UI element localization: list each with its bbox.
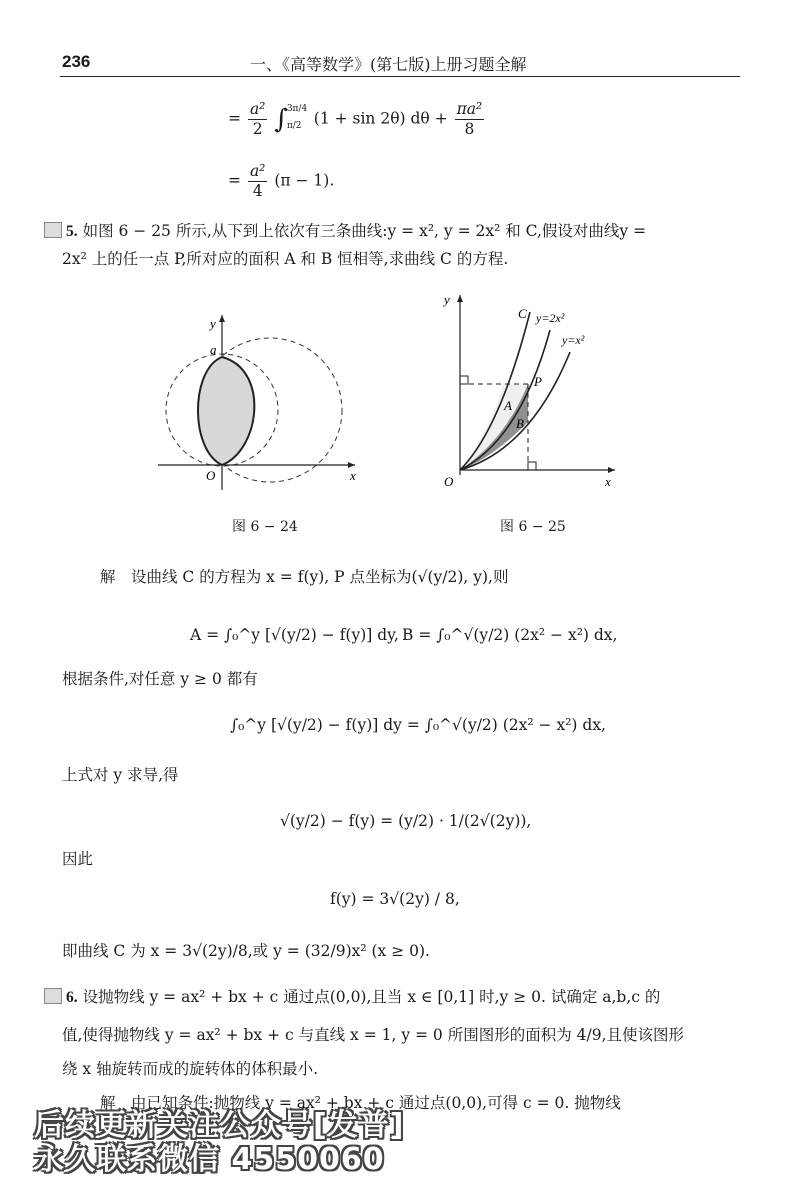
watermark-line-1: 后续更新关注公众号[发普]	[34, 1108, 405, 1143]
fig24-label-origin: O	[206, 468, 216, 483]
watermark-line-2: 永久联系微信 4550060	[34, 1142, 385, 1177]
equation-derivative: √(y/2) − f(y) = (y/2) · 1/(2√(2y)),	[280, 812, 532, 830]
running-header-title: 一、《高等数学》(第七版)上册习题全解	[250, 55, 527, 74]
equation-line-2: = $\frac{\text{a²}}{4}$ (π − 1).	[228, 162, 335, 200]
result-line: 即曲线 C 为 x = 3√(2y)/8,或 y = (32/9)x² (x ≥ 0).	[62, 942, 430, 960]
fig25-right-angle-bottom	[528, 462, 536, 470]
equation-A: A = ∫₀^y [√(y/2) − f(y)] dy,	[190, 626, 399, 644]
problem-6-line-2: 值,使得抛物线 y = ax² + bx + c 与直线 x = 1, y = 0 所围图形的面积为 4/9,且使该图形	[62, 1026, 685, 1044]
condition-line: 根据条件,对任意 y ≥ 0 都有	[62, 670, 258, 688]
fig25-label-b: B	[516, 416, 524, 431]
problem-5-line-1: 5. 如图 6 − 25 所示,从下到上依次有三条曲线:y = x², y = 2x² 和 C,假设对曲线y =	[44, 220, 646, 243]
figure-6-24-caption: 图 6 − 24	[232, 519, 298, 535]
fig25-right-angle-top	[460, 376, 468, 384]
fig25-label-y: y	[444, 292, 450, 307]
fig25-label-c: C	[518, 306, 527, 321]
fig24-label-x: x	[350, 468, 356, 483]
fig25-label-p: P	[534, 374, 542, 389]
fig25-y-arrow	[457, 295, 463, 302]
problem-6-line-4: 解 由已知条件:抛物线 y = ax² + bx + c 通过点(0,0),可得 c = 0. 抛物线	[100, 1094, 621, 1112]
fig25-label-y2x2: y=2x²	[536, 311, 565, 325]
figure-6-25-caption: 图 6 − 25	[500, 519, 566, 535]
equation-f: f(y) = 3√(2y) / 8,	[330, 890, 460, 908]
fig25-x-arrow	[608, 467, 615, 473]
fig25-label-origin: O	[444, 474, 454, 489]
solution-5-intro: 解 设曲线 C 的方程为 x = f(y), P 点坐标为(√(y/2), y),则	[100, 568, 509, 586]
derivative-line: 上式对 y 求导,得	[62, 766, 179, 784]
fig24-y-arrow	[219, 315, 225, 322]
magnifier-icon	[44, 222, 62, 238]
hence-line: 因此	[62, 850, 94, 868]
equation-line-1: = $\frac{\text{a²}}{2}$ ∫ 3π/4 π/2 (1 + sin 2θ) dθ + $\frac{\text{πa²}}{8}$	[228, 100, 483, 138]
problem-5-line-2: 2x² 上的任一点 P,所对应的面积 A 和 B 恒相等,求曲线 C 的方程.	[62, 250, 509, 268]
problem-6-line-1: 6. 设抛物线 y = ax² + bx + c 通过点(0,0),且当 x ∈ [0,1] 时,y ≥ 0. 试确定 a,b,c 的	[44, 986, 660, 1009]
magnifier-icon	[44, 988, 62, 1004]
problem-6-line-3: 绕 x 轴旋转而成的旋转体的体积最小.	[62, 1060, 319, 1078]
fig25-label-a: A	[504, 398, 512, 413]
fig24-label-y: y	[210, 316, 216, 331]
equation-B: B = ∫₀^√(y/2) (2x² − x²) dx,	[402, 626, 618, 644]
equation-equal: ∫₀^y [√(y/2) − f(y)] dy = ∫₀^√(y/2) (2x² − x²) dx,	[230, 716, 606, 734]
fig24-label-a: a	[210, 342, 217, 357]
page-number: 236	[62, 52, 91, 71]
fig24-shaded-region	[198, 357, 254, 465]
figure-6-24	[150, 300, 370, 500]
fig25-label-x: x	[605, 474, 611, 489]
figure-6-25	[430, 290, 630, 500]
fig25-label-yx2: y=x²	[562, 333, 585, 347]
header-rule	[60, 76, 740, 77]
